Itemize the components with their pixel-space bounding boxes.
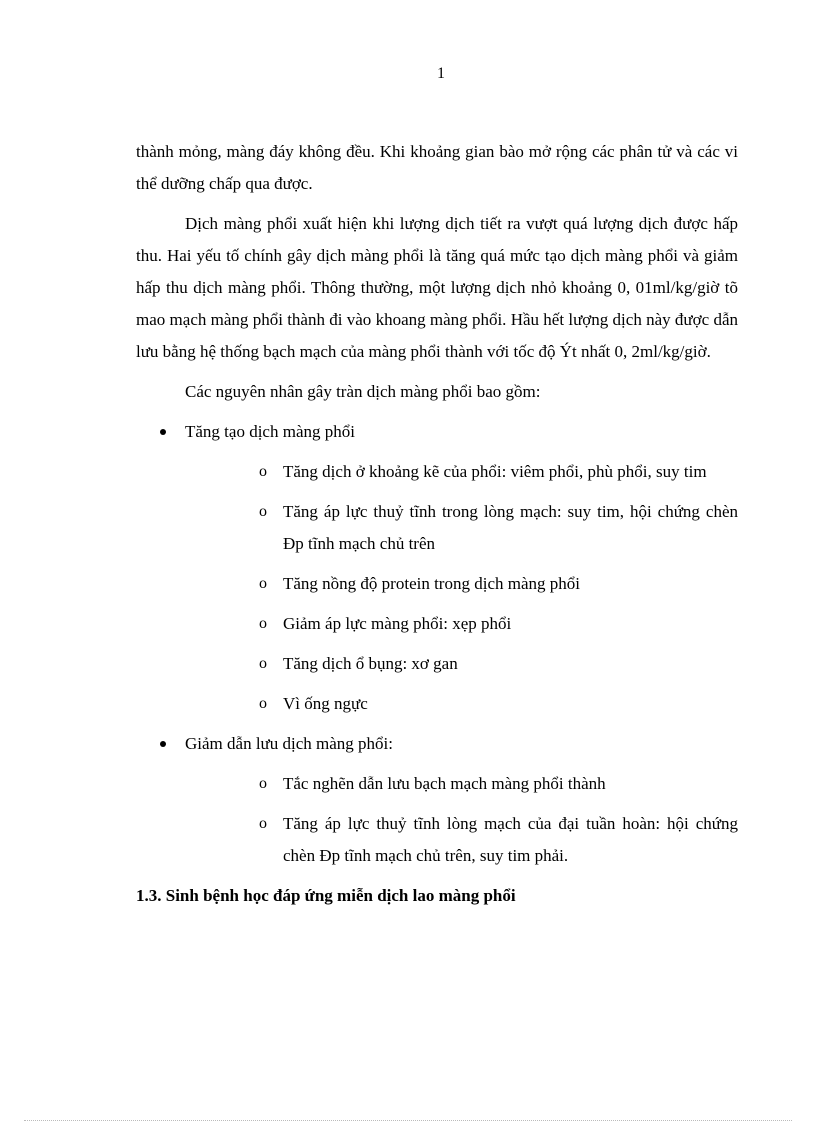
document-body — [136, 136, 738, 912]
sub-item — [185, 808, 738, 872]
bullet-item — [136, 416, 738, 720]
sub-item — [185, 688, 738, 720]
paragraph-pleural-fluid: Dịch màng phổi xuất hiện khi lượng dịch tiết ra vượt quá lượng dịch được hấp thu. Hai yếu tố chính gây dịch màng phổi là tăng quá mức tạo dịch màng phổi và giảm hấp thu dịch màng phổi. Thông thường, một lượng dịch nhỏ khoảng 0, 01ml/kg/giờ tõ mao mạch màng phổi thành đi vào khoang màng phổi. Hầu hết lượng dịch này được dẫn lưu bằng hệ thống bạch mạch của màng phổi thành với tốc độ Ýt nhất 0, 2ml/kg/giờ. — [136, 214, 738, 361]
bullet-item — [136, 728, 738, 872]
circle-bullet-icon: o — [259, 575, 267, 592]
paragraph-causes-intro: Các nguyên nhân gây tràn dịch màng phổi bao gồm: — [185, 382, 541, 401]
page-number: 1 — [437, 65, 445, 82]
sub-item — [185, 568, 738, 600]
circle-bullet-icon: o — [259, 463, 267, 480]
sub-item-text: Tăng dịch ổ bụng: xơ gan — [283, 654, 458, 673]
circle-bullet-icon: o — [259, 655, 267, 672]
bullet-text: Tăng tạo dịch màng phổi — [185, 422, 355, 441]
sub-item-text: Tăng áp lực thuỷ tĩnh trong lòng mạch: suy tim, hội chứng chèn Ðp tĩnh mạch chủ trên — [283, 502, 738, 553]
sub-item — [185, 648, 738, 680]
sub-item — [185, 496, 738, 560]
sub-item-text: Giảm áp lực màng phổi: xẹp phổi — [283, 614, 512, 633]
circle-bullet-icon: o — [259, 775, 267, 792]
sub-item-text: Vì ống ngực — [283, 694, 368, 713]
paragraph-continuation: thành mỏng, màng đáy không đều. Khi khoảng gian bào mở rộng các phân tử và các vi thể dưỡng chấp qua được. — [136, 142, 738, 193]
bullet-dot-icon — [160, 429, 166, 435]
sub-item — [185, 456, 738, 488]
circle-bullet-icon: o — [259, 615, 267, 632]
sub-list — [185, 768, 738, 872]
sub-item-text: Tăng dịch ở khoảng kẽ của phổi: viêm phổi, phù phổi, suy tim — [283, 462, 707, 481]
sub-item-text: Tăng áp lực thuỷ tĩnh lòng mạch của đại tuần hoàn: hội chứng chèn Ðp tĩnh mạch chủ trên, suy tim phải. — [283, 814, 738, 865]
causes-list — [136, 416, 738, 872]
sub-item-text: Tăng nồng độ protein trong dịch màng phổi — [283, 574, 580, 593]
bullet-dot-icon — [160, 741, 166, 747]
circle-bullet-icon: o — [259, 695, 267, 712]
page-bottom-divider — [24, 1120, 792, 1121]
section-heading: 1.3. Sinh bệnh học đáp ứng miễn dịch lao màng phổi — [136, 886, 516, 905]
sub-item — [185, 608, 738, 640]
circle-bullet-icon: o — [259, 815, 267, 832]
sub-item — [185, 768, 738, 800]
sub-list — [185, 456, 738, 720]
circle-bullet-icon: o — [259, 503, 267, 520]
sub-item-text: Tắc nghẽn dẫn lưu bạch mạch màng phổi thành — [283, 774, 606, 793]
bullet-text: Giảm dẫn lưu dịch màng phổi: — [185, 734, 393, 753]
